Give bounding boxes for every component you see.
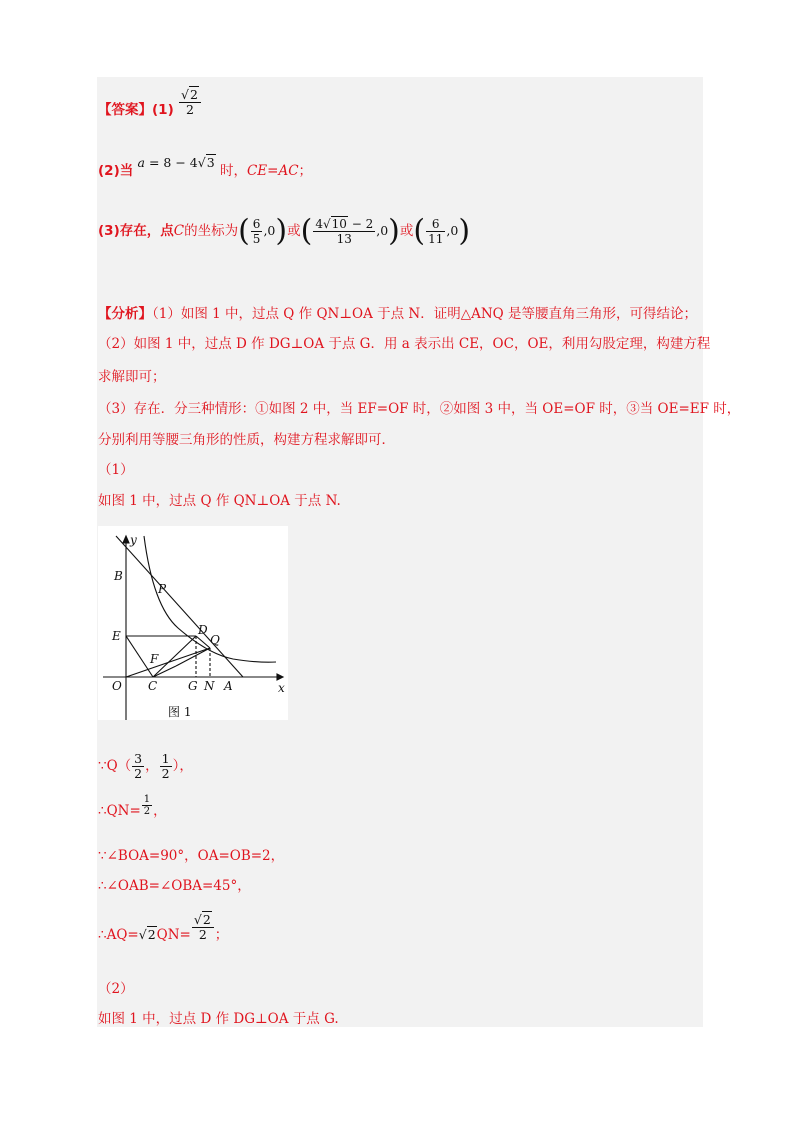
label-y: y (130, 533, 137, 547)
label-b: B (114, 569, 123, 583)
label-x: x (278, 681, 285, 695)
label-n: N (204, 679, 215, 693)
coordinate-2: ( $\frac{4√10 - 2}{13}$ ,0) (300, 213, 400, 249)
step-angle-boa: ∵∠BOA=90°，OA=OB=2， (98, 848, 285, 864)
label-q: Q (210, 633, 220, 647)
label-d: D (198, 623, 208, 637)
part1-intro: 如图 1 中，过点 Q 作 QN⊥OA 于点 N. (98, 493, 341, 509)
label-a: A (224, 679, 233, 693)
analysis-line-1: 【分析】（1）如图 1 中，过点 Q 作 QN⊥OA 于点 N．证明△ANQ 是等腰直角三角形，可得结论； (98, 306, 698, 322)
answer-part1: 【答案】(1) $\frac{√2}{2}$ (98, 96, 202, 125)
x-axis-arrow (277, 674, 283, 680)
part2-intro: 如图 1 中，过点 D 作 DG⊥OA 于点 G. (98, 1011, 339, 1027)
segment-cd (153, 636, 196, 677)
step-aq: ∴AQ=√2QN= $\frac{√2}{2}$ ； (98, 912, 229, 943)
segment-cf (153, 666, 176, 677)
coordinate-3: ( $\frac{6}{11}$ ,0) (413, 213, 471, 249)
figure-caption: 图 1 (168, 705, 192, 719)
analysis-line-3: 求解即可； (98, 369, 166, 385)
analysis-line-2: （2）如图 1 中，过点 D 作 DG⊥OA 于点 G．用 a 表示出 CE，OC，OE，利用勾股定理，构建方程 (98, 336, 711, 352)
analysis-label: 【分析】 (98, 306, 152, 322)
label-e: E (112, 629, 121, 643)
answer2-equation: a = 8 − 4√3 (137, 155, 215, 170)
analysis-line-4: （3）存在．分三种情形：①如图 2 中，当 EF=OF 时，②如图 3 中，当 OE=OF 时，③当 OE=EF 时， (98, 401, 741, 417)
label-c: C (148, 679, 158, 693)
segment-ec (126, 636, 153, 677)
label-f: F (150, 652, 159, 666)
answer-label: 【答案】 (98, 102, 152, 118)
part2-heading: （2） (98, 981, 134, 997)
step-q-coords: ∵Q（ $\frac{3}{2}$ ， $\frac{1}{2}$ ）， (98, 751, 193, 781)
answer-part2: (2)当 a = 8 − 4√3 时，CE=AC； (98, 155, 313, 179)
figure-1 (98, 526, 288, 720)
y-axis-arrow (123, 536, 129, 543)
figure-1-diagram (98, 526, 288, 720)
label-o: O (112, 679, 122, 693)
line-ab (116, 536, 243, 677)
analysis-line-5: 分别利用等腰三角形的性质，构建方程求解即可． (98, 432, 395, 448)
step-angle-oab: ∴∠OAB=∠OBA=45°， (98, 878, 251, 894)
coordinate-1: ( $\frac{6}{5}$ ,0) (238, 213, 288, 249)
segment-oq (126, 648, 210, 677)
label-p: P (158, 582, 167, 596)
part1-heading: （1） (98, 462, 134, 478)
answer1-fraction: $\frac{√2}{2}$ (179, 88, 201, 117)
answer-part3: (3)存在，点C的坐标为( $\frac{6}{5}$ ,0)或( $\frac{4√10 - 2}{13}$ ,0)或( $\frac{6}{11}$ ,0) (98, 213, 471, 249)
step-qn: ∴QN= $\frac{1}{2}$ ， (98, 794, 167, 819)
label-g: G (188, 679, 198, 693)
